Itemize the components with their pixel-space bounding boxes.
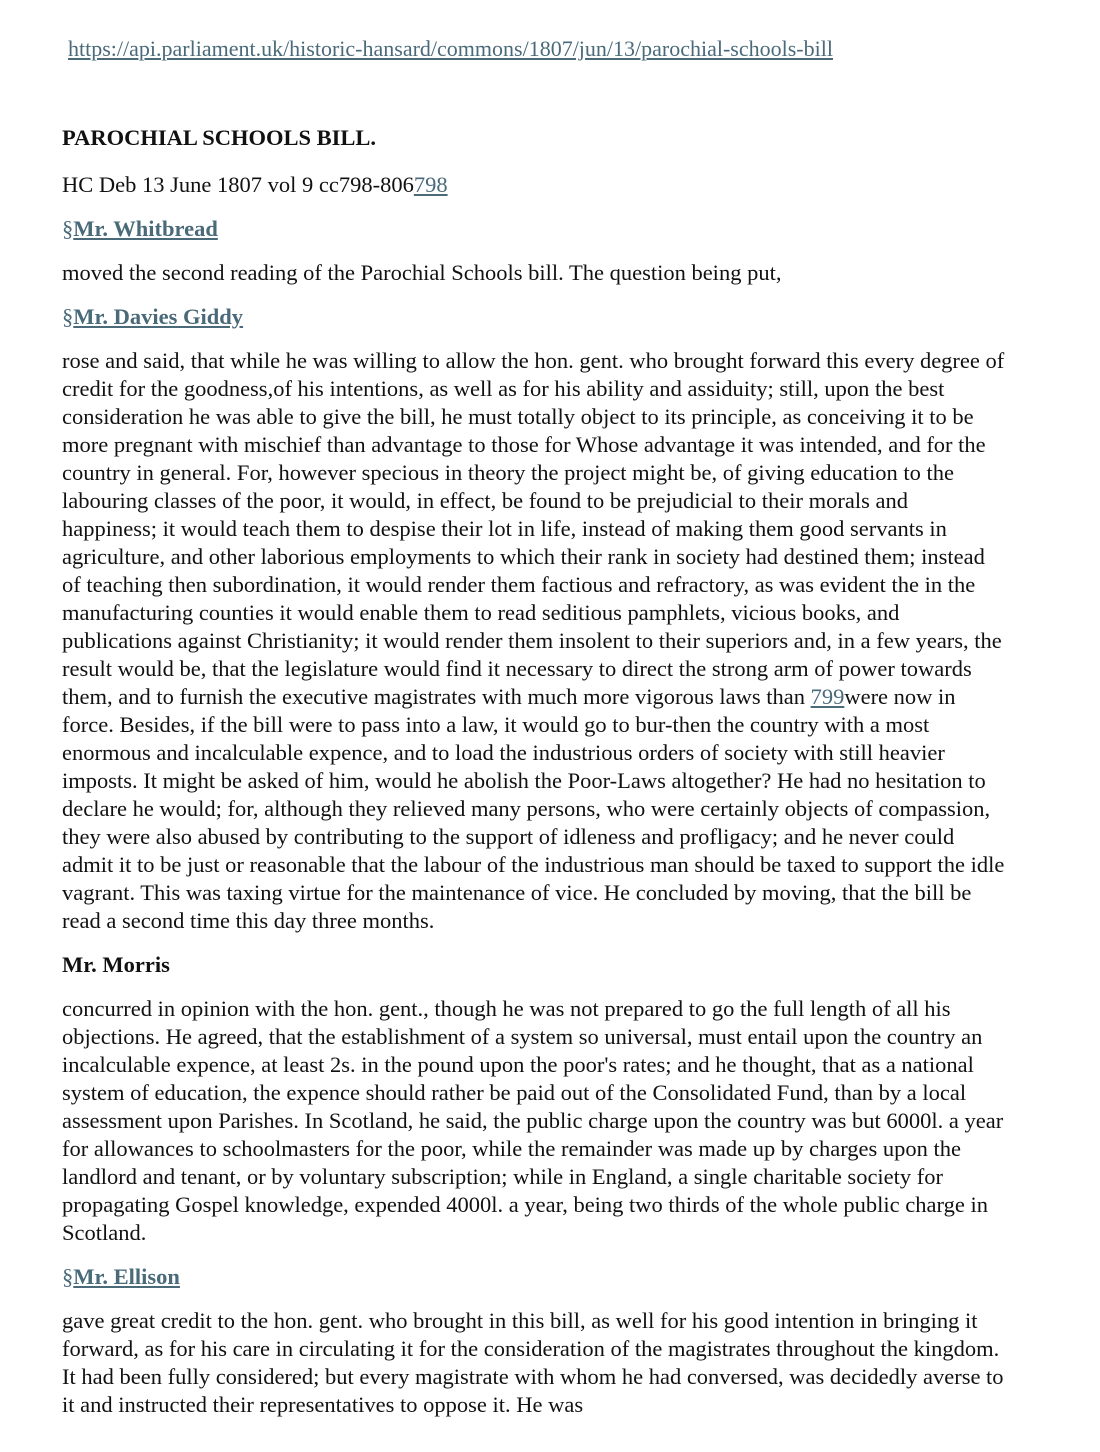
column-link-798[interactable]: 798 [413, 172, 448, 197]
debate-citation: HC Deb 13 June 1807 vol 9 cc798-806 [62, 172, 414, 197]
page-title: PAROCHIAL SCHOOLS BILL. [62, 125, 377, 150]
speech-text-giddy [62, 347, 1007, 935]
speech-text-giddy-part1: rose and said, that while he was willing to allow the hon. gent. who brought forward this every degree of credit for the goodness,of his intentions, as well as for his ability and assiduity; still, upon the best consideration he was able to give the bill, he must totally object to its principle, as conceiving it to be more pregnant with mischief than advantage to those for Whose advantage it was intended, and for the country in general. For, however specious in theory the project might be, of giving education to the labouring classes of the poor, it would, in effect, be found to be prejudicial to their morals and happiness; it would teach them to despise their lot in life, instead of making them good servants in agriculture, and other laborious employments to which their rank in society had destined them; instead of teaching then subordination, it would render them factious and refractory, as was evident the in the manufacturing counties it would enable them to read seditious pamphlets, vicious books, and publications against Christianity; it would render them insolent to their superiors and, in a few years, the result would be, that the legislature would find it necessary to direct the strong arm of power towards them, and to furnish the executive magistrates with much more vigorous laws than [62, 348, 1005, 709]
speech-text-morris: concurred in opinion with the hon. gent., though he was not prepared to go the full length of all his objections. He agreed, that the establishment of a system so universal, must entail upon the country an incalculable expence, at least 2s. in the pound upon the poor's rates; and he thought, that as a national system of education, the expence should rather be paid out of the Consolidated Fund, than by a local assessment upon Parishes. In Scotland, he said, the public charge upon the country was but 6000l. a year for allowances to schoolmasters for the poor, while the remainder was made up by charges upon the landlord and tenant, or by voluntary subscription; while in England, a single charitable society for propagating Gospel knowledge, expended 4000l. a year, being two thirds of the whole public charge in Scotland. [62, 996, 1004, 1245]
speaker-heading-whitbread [62, 215, 1007, 243]
source-url-link[interactable]: https://api.parliament.uk/historic-hansard/commons/1807/jun/13/parochial-schools-bill [68, 36, 833, 61]
speech-text-ellison: gave great credit to the hon. gent. who brought in this bill, as well for his good intention in bringing it forward, as for his care in circulating it for the consideration of the magistrates throughout the kingdom. It had been fully considered; but every magistrate with whom he had conversed, was decidedly averse to it and instructed their representatives to oppose it. He was [62, 1308, 1004, 1417]
debate-meta [62, 171, 1007, 199]
speaker-heading-ellison [62, 1263, 1007, 1291]
section-mark-icon: § [62, 1264, 74, 1289]
speaker-heading-giddy [62, 303, 1007, 331]
speaker-link-giddy[interactable]: Mr. Davies Giddy [73, 304, 244, 329]
debate-content [62, 122, 1007, 1435]
speaker-heading-morris: Mr. Morris [62, 952, 170, 977]
speaker-link-ellison[interactable]: Mr. Ellison [73, 1264, 180, 1289]
speaker-link-whitbread[interactable]: Mr. Whitbread [73, 216, 218, 241]
section-mark-icon: § [62, 304, 74, 329]
column-link-799[interactable]: 799 [810, 684, 845, 709]
speech-text-giddy-part2: were now in force. Besides, if the bill were to pass into a law, it would go to bur-then the country with a most enormous and incalculable expence, and to load the industrious orders of society with still heavier imposts. It might be asked of him, would he abolish the Poor-Laws altogether? He had no hesitation to declare he would; for, although they relieved many persons, who were certainly objects of compassion, they were also abused by contributing to the support of idleness and profligacy; and he never could admit it to be just or reasonable that the labour of the industrious man should be taxed to support the idle vagrant. This was taxing virtue for the maintenance of vice. He concluded by moving, that the bill be read a second time this day three months. [62, 684, 1005, 933]
speech-text-whitbread: moved the second reading of the Parochial Schools bill. The question being put, [62, 260, 782, 285]
section-mark-icon: § [62, 216, 74, 241]
